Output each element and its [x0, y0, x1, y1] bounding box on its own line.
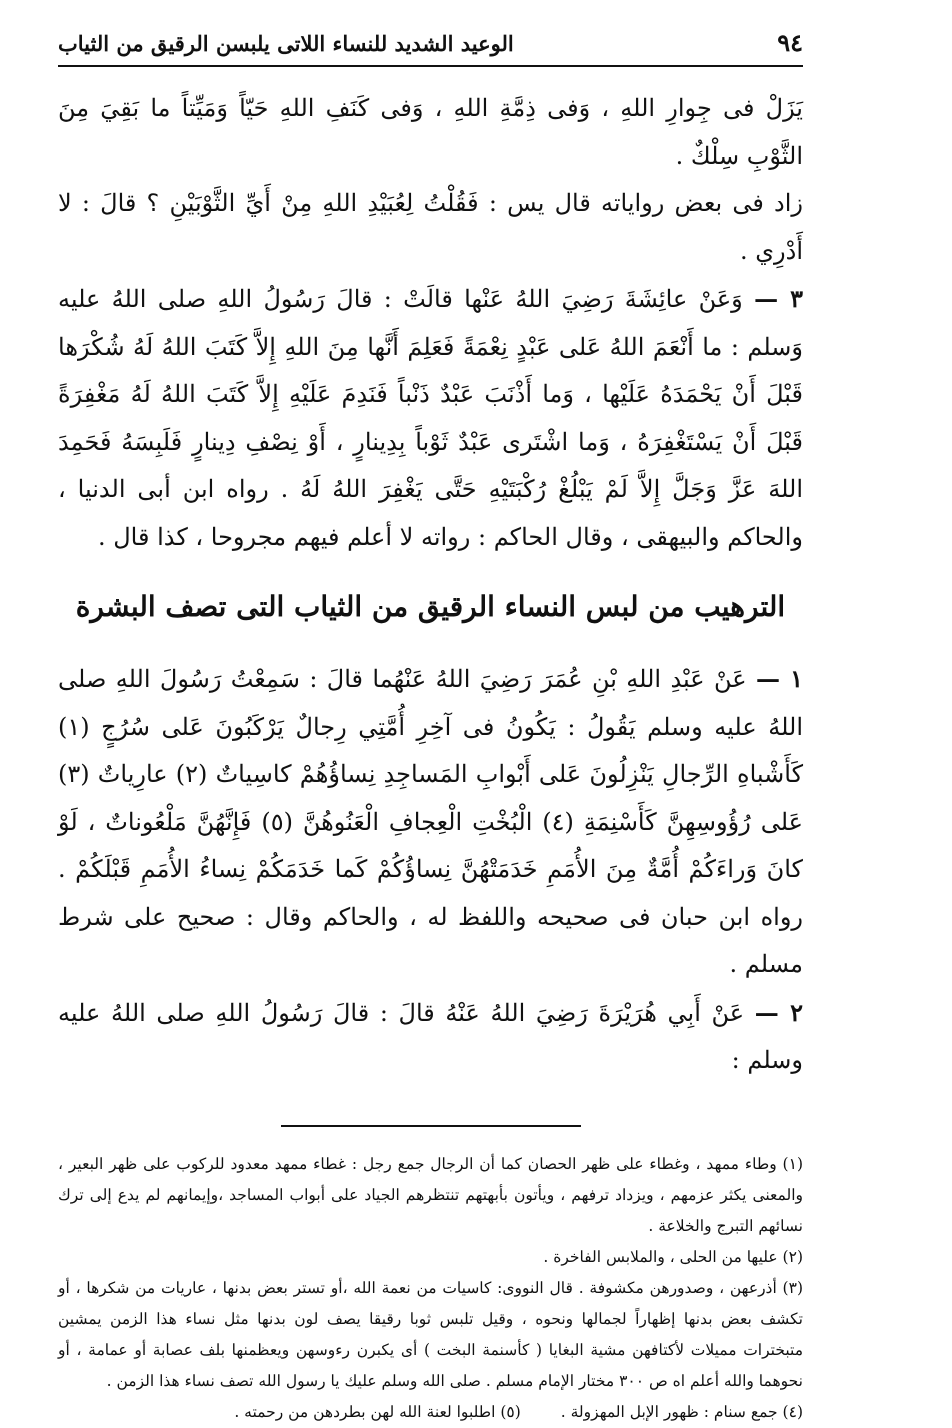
hadith-number: ١ —: [756, 664, 804, 693]
running-header: [58, 28, 803, 67]
footnote-row: [58, 1397, 803, 1428]
hadith-3: [58, 275, 803, 561]
running-title: الوعيد الشديد للنساء اللاتى يلبسن الرقيق من الثياب: [58, 31, 514, 56]
hadith-text: عَنْ أَبِي هُرَيْرَةَ رَضِيَ اللهُ عَنْهُ قالَ : قالَ رَسُولُ اللهِ صلى اللهُ عليه وسلم :: [58, 998, 803, 1074]
footnote-3: (٣) أذرعهن ، وصدورهن مكشوفة . قال النووى: كاسيات من نعمة الله ،أو تستر بعض بدنها ، عاريات من شكرها ، أو تكشف بعض بدنها إظهاراً لجمالها ونحوه ، وقيل تلبس ثوبا رقيقا يصف لون بدنها مثل نساء هذا الزمن يمشين متبخترات مميلات لأكتافهن مشية البغايا ( كأسنمة البخت ) أى يكبرن رءوسهن ويعظمنها بلف عصابة أو عمامة ، أو نحوهما والله أعلم اه ص ٣٠٠ مختار الإمام مسلم . صلى الله وسلم عليك يا رسول الله تصف نساء هذا الزمن .: [58, 1278, 803, 1390]
hadith-number: ٢ —: [754, 997, 803, 1027]
footnote-4: (٤) جمع سنام : ظهور الإبل المهزولة .: [560, 1402, 803, 1421]
hadith-text: عَنْ عَبْدِ اللهِ بْنِ عُمَرَ رَضِيَ اللهُ عَنْهُما قالَ : سَمِعْتُ رَسُولَ اللهِ صلى اللهُ عليه وسلم يَقُولُ : يَكُونُ فى آخِرِ أُمَّتِي رِجالٌ يَرْكَبُونَ عَلى سُرُجٍ (١) كَأَشْباهِ الرِّجالِ يَنْزِلُونَ عَلى أَبْوابِ المَساجِدِ نِساؤُهُمْ كاسِياتٌ (٢) عارِياتٌ (٣) عَلى رُؤُوسِهِنَّ كَأَسْنِمَةِ (٤) الْبُخْتِ الْعِجافِ الْعَنُوهُنَّ (٥) فَإِنَّهُنَّ مَلْعُوناتٌ ، لَوْ كانَ وَراءَكُمْ أُمَّةٌ مِنَ الأُمَمِ خَدَمَتْهُنَّ نِساؤُكُمْ كَما خَدَمَكُمْ نِساءُ الأُمَمِ قَبْلَكُمْ . رواه ابن حبان فى صحيحه واللفظ له ، والحاكم وقال : صحيح على شرط مسلم .: [58, 665, 803, 978]
footnote-1: (١) وطاء ممهد ، وغطاء على ظهر الحصان كما أن الرجال جمع رجل : غطاء ممهد معدود للركوب على ظهر البعير ، والمعنى يكثر عزمهم ، ويزداد ترفهم ، ويأتون بأبهتهم تنتظرهم الجياد على أبواب المساجد ،وإيمانهم لم يدع إلى ترك نسائهم التبرج والخلاعة .: [58, 1154, 803, 1235]
book-page: [58, 28, 803, 1428]
page-number: ٩٤: [777, 28, 803, 57]
footnote-2: (٢) عليها من الحلى ، والملابس الفاخرة .: [543, 1247, 803, 1266]
hadith-text: وَعَنْ عائِشَةَ رَضِيَ اللهُ عَنْها قالَتْ : قالَ رَسُولُ اللهِ صلى اللهُ عليه وَسلم : ما أَنْعَمَ اللهُ عَلى عَبْدٍ نِعْمَةً فَعَلِمَ أَنَّها مِنَ اللهِ إِلاَّ كَتَبَ اللهُ لَهُ شُكْرَها قَبْلَ أَنْ يَحْمَدَهُ عَلَيْها ، وَما أَذْنَبَ عَبْدٌ ذَنْباً فَنَدِمَ عَلَيْهِ إِلاَّ كَتَبَ اللهُ لَهُ مَغْفِرَةً قَبْلَ أَنْ يَسْتَغْفِرَهُ ، وَما اشْتَرى عَبْدٌ ثَوْباً بِدِينارٍ ، أَوْ نِصْفِ دِينارٍ فَلَبِسَهُ فَحَمِدَ اللهَ عَزَّ وَجَلَّ إِلاَّ لَمْ يَبْلُغْ رُكْبَتَيْهِ حَتَّى يَغْفِرَ اللهُ لَهُ . رواه ابن أبى الدنيا ، والحاكم والبيهقى ، وقال الحاكم : رواته لا أعلم فيهم مجروحا ، كذا قال .: [58, 285, 803, 551]
section-heading: الترهيب من لبس النساء الرقيق من الثياب التى تصف البشرة: [75, 590, 786, 623]
paragraph-addition: زاد فى بعض رواياته قال يس : فَقُلْتُ لِعُبَيْدِ اللهِ مِنْ أَيِّ الثَّوْبَيْنِ ؟ قالَ : لا أَدْرِي .: [58, 189, 803, 265]
footnotes: [58, 1149, 803, 1428]
paragraph-continuation: يَزَلْ فى جِوارِ اللهِ ، وَفى ذِمَّةِ اللهِ ، وَفى كَنَفِ اللهِ حَيّاً وَمَيِّتاً ما بَقِيَ مِنَ الثَّوْبِ سِلْكٌ .: [58, 94, 803, 170]
hadith-number: ٣ —: [754, 284, 803, 313]
footnote-5: (٥) اطلبوا لعنة الله لهن بطردهن من رحمته .: [234, 1402, 521, 1421]
footnote-separator: [281, 1125, 581, 1127]
hadith-2: [58, 989, 803, 1085]
section-text: [58, 655, 803, 1085]
main-text: [58, 85, 803, 561]
hadith-1: [58, 655, 803, 989]
